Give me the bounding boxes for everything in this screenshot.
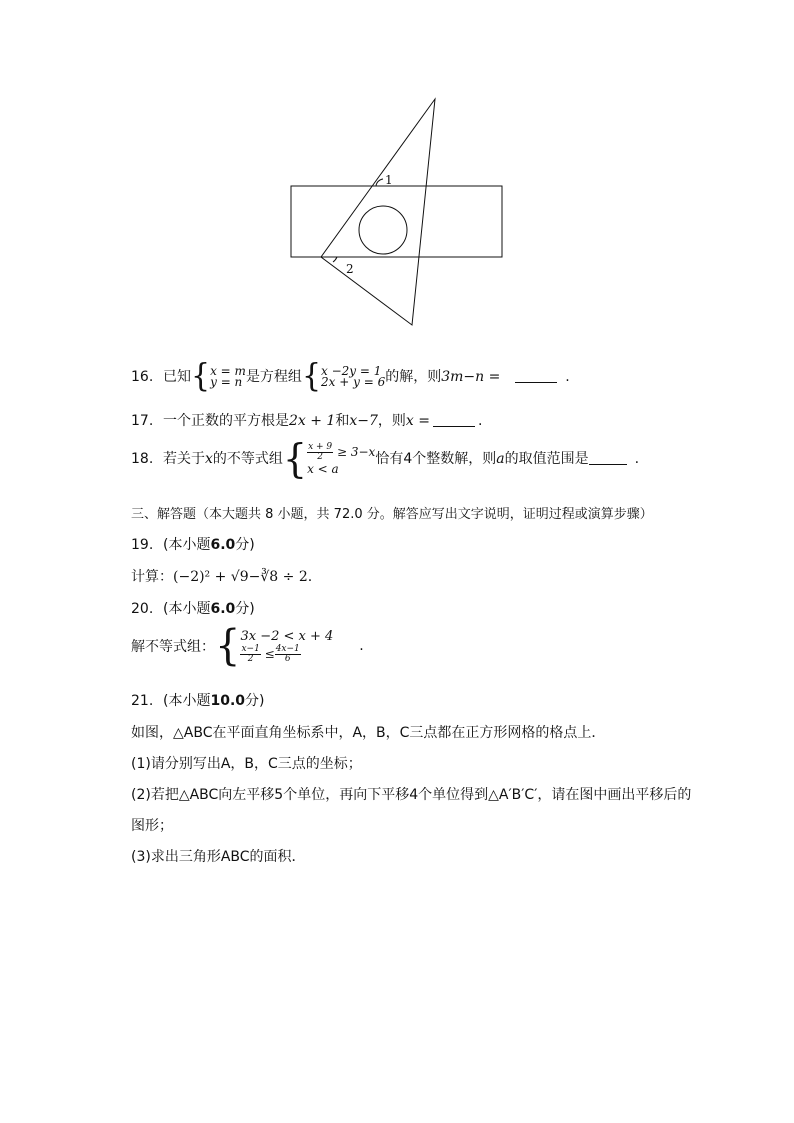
q17-text-2: 和 <box>335 413 350 429</box>
circle <box>359 206 407 254</box>
q17-text-3: ，则 <box>377 413 406 429</box>
section-3-heading: 三、解答题（本大题共 8 小题，共 72.0 分。解答应写出文字说明，证明过程或演算步骤） <box>131 507 653 522</box>
q19-label: 计算： <box>131 569 173 585</box>
q16-end: . <box>565 369 570 385</box>
q16-sys2-line1: x −2y = 1 <box>321 364 382 378</box>
answer-blank[interactable] <box>433 412 475 427</box>
q20-frac2-num: 4x−1 <box>275 644 300 654</box>
q18-text-1: 若关于 <box>163 451 205 467</box>
q18-var-a: a <box>496 451 505 467</box>
q16-sys1-line1: x = m <box>210 364 246 378</box>
question-number: 19. <box>131 537 154 553</box>
q21-score: 10.0 <box>210 693 246 709</box>
q19-score: 6.0 <box>210 537 236 553</box>
question-number: 17. <box>131 413 154 429</box>
question-number: 18. <box>131 451 154 467</box>
question-number: 21. <box>131 693 154 709</box>
question-21-header <box>131 690 264 710</box>
q18-text-4: 个整数解，则 <box>412 451 497 467</box>
q17-expr-2: x−7 <box>349 413 378 429</box>
q20-header-end: 分) <box>235 601 255 617</box>
q16-text-3: 的解，则 <box>385 369 442 385</box>
q16-text-1: 已知 <box>163 369 191 385</box>
answer-blank[interactable] <box>589 450 627 465</box>
q18-ineq-2: x < a <box>307 461 339 476</box>
q21-intro: 如图，△ABC在平面直角坐标系中，A，B，C三点都在正方形网格的格点上． <box>131 725 606 741</box>
q19-header-text: (本小题 <box>163 537 211 553</box>
q20-score: 6.0 <box>210 601 236 617</box>
q16-sys1-line2: y = n <box>210 375 243 389</box>
q20-label: 解不等式组： <box>131 639 215 655</box>
q18-text-3: 恰有 <box>375 451 404 467</box>
q17-text-1: 一个正数的平方根是 <box>163 413 289 429</box>
q20-end: . <box>359 638 364 654</box>
angle-2-arc <box>333 257 337 262</box>
q17-expr-3: x = <box>405 413 430 429</box>
q21-header-text: (本小题 <box>163 693 211 709</box>
question-19-body <box>131 566 312 586</box>
angle-2-label: 2 <box>346 262 354 276</box>
question-number: 16. <box>131 369 154 385</box>
q21-part-2-cont: 图形； <box>131 818 173 834</box>
q21-header-end: 分) <box>245 693 265 709</box>
brace: { <box>282 435 308 483</box>
geometry-figure <box>280 92 520 332</box>
q18-var-x: x <box>205 451 213 467</box>
answer-blank[interactable] <box>515 368 557 383</box>
q21-part-2: (2)若把△ABC向左平移5个单位，再向下平移4个单位得到△A′B′C′，请在图中画出平移后的 <box>131 787 692 803</box>
q21-part-1: (1)请分别写出A，B，C三点的坐标； <box>131 756 362 772</box>
question-16 <box>131 358 570 395</box>
q18-frac-num: x + 9 <box>308 441 333 452</box>
brace: { <box>191 358 211 395</box>
q21-part-3: (3)求出三角形ABC的面积． <box>131 849 306 865</box>
question-20-body <box>131 621 364 671</box>
q20-line-1: 3x −2 < x + 4 <box>240 629 334 644</box>
question-18 <box>131 435 640 483</box>
angle-1-label: 1 <box>385 173 393 187</box>
brace: { <box>301 358 322 395</box>
question-17 <box>131 410 482 430</box>
q17-expr-1: 2x + 1 <box>289 413 336 429</box>
q16-expression: 3m−n = <box>441 369 501 385</box>
question-19-header <box>131 534 255 554</box>
q16-text-2: 是方程组 <box>245 369 302 385</box>
q16-sys2-line2: 2x + y = 6 <box>321 375 386 389</box>
q17-end: . <box>477 413 483 429</box>
q20-frac1-den: 2 <box>247 654 254 664</box>
q20-frac2-den: 6 <box>284 654 291 664</box>
q19-expression: (−2)² + √9−∛8 ÷ 2. <box>173 569 313 585</box>
q20-frac1-num: x−1 <box>241 644 260 654</box>
triangle-ruler <box>321 99 435 325</box>
q18-end: . <box>634 451 640 467</box>
question-20-header <box>131 598 255 618</box>
rectangle-strip <box>291 186 502 257</box>
q18-count: 4 <box>403 451 413 467</box>
q20-relation: ≤ <box>264 647 275 661</box>
q19-header-end: 分) <box>235 537 255 553</box>
q20-header-text: (本小题 <box>163 601 211 617</box>
q18-frac-den: 2 <box>317 451 323 462</box>
q18-text-2: 的不等式组 <box>212 451 283 467</box>
brace: { <box>215 621 241 671</box>
q18-text-5: 的取值范围是 <box>504 451 589 467</box>
q18-ineq-1: ≥ 3−x <box>337 444 376 459</box>
question-number: 20. <box>131 601 154 617</box>
